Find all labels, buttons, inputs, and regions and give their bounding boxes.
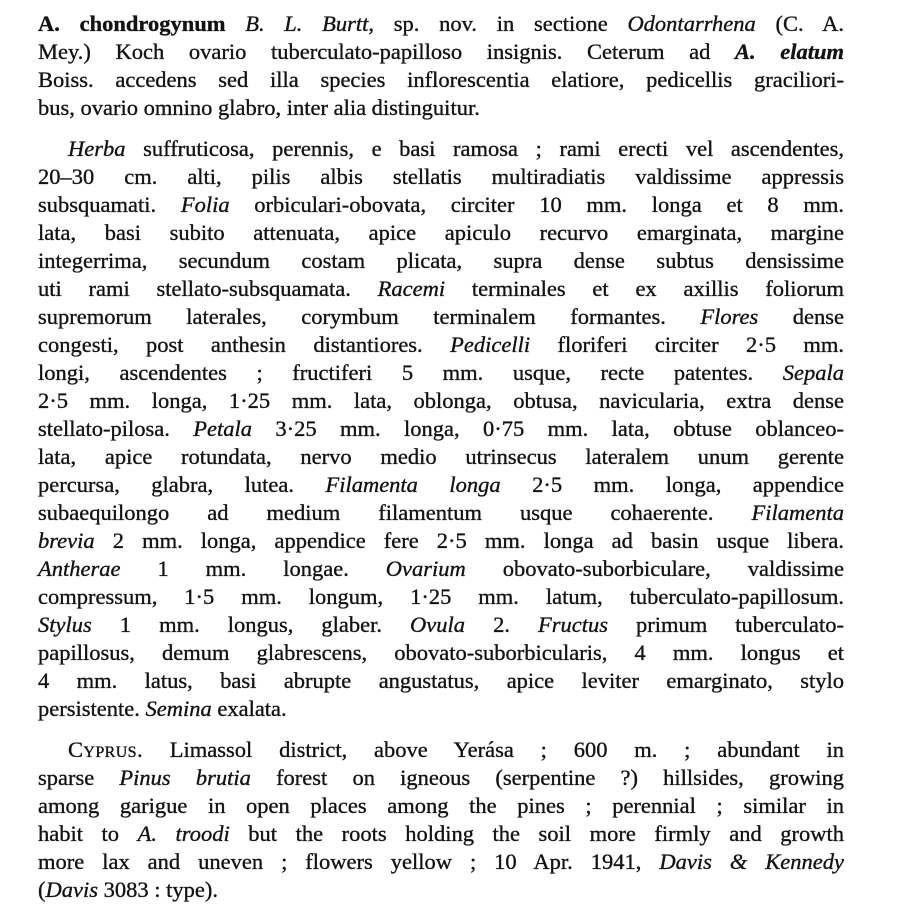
text-segment: terminales et ex axillis foliorum bbox=[445, 276, 844, 301]
text-segment: bus, ovario omnino glabro, inter alia distinguitur. bbox=[38, 95, 480, 120]
latin-term: Ovarium bbox=[385, 556, 466, 581]
document-text bbox=[38, 10, 844, 904]
text-segment: 2·5 mm. longa, 1·25 mm. lata, oblonga, obtusa, navicularia, extra dense bbox=[38, 388, 844, 413]
latin-term: Semina bbox=[145, 696, 212, 721]
latin-term: Odontarrhena bbox=[627, 11, 756, 36]
text-segment: 1 mm. longae. bbox=[120, 556, 386, 581]
text-line bbox=[38, 10, 844, 38]
text-line bbox=[38, 695, 844, 723]
paragraph-locality-note bbox=[38, 736, 844, 904]
latin-term: Stylus bbox=[38, 612, 92, 637]
text-segment: Mey.) Koch ovario tuberculato-papilloso insignis. Ceterum ad bbox=[38, 39, 735, 64]
text-segment: longi, ascendentes ; fructiferi 5 mm. usque, recte patentes. bbox=[38, 360, 783, 385]
text-segment: Limassol district, above Yerása ; 600 m. ; abundant in bbox=[143, 737, 844, 762]
text-segment: 3·25 mm. longa, 0·75 mm. lata, obtuse oblanceo- bbox=[251, 416, 844, 441]
text-line bbox=[38, 163, 844, 191]
text-segment: 4 mm. latus, basi abrupte angustatus, apice leviter emarginato, stylo bbox=[38, 668, 844, 693]
latin-term: Petala bbox=[193, 416, 252, 441]
latin-term: Antherae bbox=[38, 556, 121, 581]
text-segment: 2 mm. longa, appendice fere 2·5 mm. longa ad basin usque libera. bbox=[94, 528, 844, 553]
paragraph-species-diagnosis bbox=[38, 10, 844, 122]
latin-term: A. troodi bbox=[137, 821, 230, 846]
text-segment: 2·5 mm. longa, appendice bbox=[500, 472, 845, 497]
text-line bbox=[38, 66, 844, 94]
smallcaps-locality: Cyprus. bbox=[68, 737, 144, 762]
text-line bbox=[38, 764, 844, 792]
text-segment: congesti, post anthesin distantiores. bbox=[38, 332, 451, 357]
latin-term: Davis & Kennedy bbox=[659, 849, 844, 874]
latin-term: Filamenta bbox=[751, 500, 844, 525]
latin-term: Folia bbox=[180, 192, 230, 217]
text-segment: exalata. bbox=[211, 696, 287, 721]
text-line bbox=[38, 135, 844, 163]
text-line bbox=[38, 191, 844, 219]
text-line bbox=[38, 275, 844, 303]
text-line bbox=[38, 667, 844, 695]
text-line bbox=[38, 94, 844, 122]
text-line bbox=[38, 736, 844, 764]
text-line bbox=[38, 387, 844, 415]
latin-term: Racemi bbox=[377, 276, 446, 301]
text-line bbox=[38, 611, 844, 639]
latin-term: B. L. Burtt bbox=[245, 11, 369, 36]
latin-term: Ovula bbox=[410, 612, 466, 637]
species-name: A. chondrogynum bbox=[38, 11, 246, 36]
text-segment: obovato-suborbiculare, valdissime bbox=[465, 556, 844, 581]
text-line bbox=[38, 38, 844, 66]
text-line bbox=[38, 527, 844, 555]
text-segment: ( bbox=[38, 877, 46, 902]
latin-term: A. elatum bbox=[734, 39, 844, 64]
text-line bbox=[38, 443, 844, 471]
latin-term: Sepala bbox=[782, 360, 844, 385]
latin-term: Herba bbox=[68, 136, 126, 161]
text-segment: integerrima, secundum costam plicata, supra dense subtus densissime bbox=[38, 248, 844, 273]
latin-term: Filamenta longa bbox=[325, 472, 501, 497]
text-segment: primum tuberculato- bbox=[607, 612, 844, 637]
text-segment: subsquamati. bbox=[38, 192, 181, 217]
text-segment: among garigue in open places among the pines ; perennial ; similar in bbox=[38, 793, 844, 818]
text-segment: Boiss. accedens sed illa species inflorescentia elatiore, pedicellis graciliori- bbox=[38, 67, 844, 92]
latin-term: brevia bbox=[38, 528, 95, 553]
text-line bbox=[38, 331, 844, 359]
latin-term: Pedicelli bbox=[450, 332, 531, 357]
text-segment: persistente. bbox=[38, 696, 146, 721]
text-segment: but the roots holding the soil more firmly and growth bbox=[229, 821, 844, 846]
text-line bbox=[38, 247, 844, 275]
text-segment: , sp. nov. in sectione bbox=[368, 11, 628, 36]
text-segment: sparse bbox=[38, 765, 120, 790]
text-line bbox=[38, 555, 844, 583]
text-line bbox=[38, 639, 844, 667]
text-segment: subaequilongo ad medium filamentum usque cohaerente. bbox=[38, 500, 752, 525]
text-line bbox=[38, 848, 844, 876]
text-segment: (C. A. bbox=[755, 11, 844, 36]
text-line bbox=[38, 583, 844, 611]
text-segment: dense bbox=[758, 304, 844, 329]
text-segment: uti rami stellato-subsquamata. bbox=[38, 276, 378, 301]
text-line bbox=[38, 499, 844, 527]
text-segment: 2. bbox=[465, 612, 538, 637]
text-line bbox=[38, 792, 844, 820]
text-line bbox=[38, 820, 844, 848]
text-line bbox=[38, 359, 844, 387]
text-line bbox=[38, 219, 844, 247]
text-segment: supremorum laterales, corymbum terminalem formantes. bbox=[38, 304, 701, 329]
text-line bbox=[38, 303, 844, 331]
text-segment: more lax and uneven ; flowers yellow ; 10 Apr. 1941, bbox=[38, 849, 660, 874]
text-segment: 20–30 cm. alti, pilis albis stellatis multiradiatis valdissime appressis bbox=[38, 164, 844, 189]
text-segment: suffruticosa, perennis, e basi ramosa ; rami erecti vel ascendentes, bbox=[125, 136, 844, 161]
text-segment: forest on igneous (serpentine ?) hillsides, growing bbox=[250, 765, 844, 790]
text-segment: 1 mm. longus, glaber. bbox=[91, 612, 411, 637]
text-line bbox=[38, 415, 844, 443]
text-segment: papillosus, demum glabrescens, obovato-suborbicularis, 4 mm. longus et bbox=[38, 640, 844, 665]
text-segment: lata, apice rotundata, nervo medio utrinsecus lateralem unum gerente bbox=[38, 444, 844, 469]
paragraph-latin-description bbox=[38, 135, 844, 723]
latin-term: Flores bbox=[700, 304, 759, 329]
text-segment: stellato-pilosa. bbox=[38, 416, 194, 441]
latin-term: Davis bbox=[45, 877, 98, 902]
text-segment: lata, basi subito attenuata, apice apiculo recurvo emarginata, margine bbox=[38, 220, 844, 245]
text-segment: orbiculari-obovata, circiter 10 mm. longa et 8 mm. bbox=[229, 192, 844, 217]
latin-term: Fructus bbox=[537, 612, 608, 637]
text-segment: percursa, glabra, lutea. bbox=[38, 472, 326, 497]
text-line bbox=[38, 471, 844, 499]
latin-term: Pinus brutia bbox=[119, 765, 251, 790]
text-segment: compressum, 1·5 mm. longum, 1·25 mm. latum, tuberculato-papillosum. bbox=[38, 584, 844, 609]
text-segment: 3083 : type). bbox=[98, 877, 218, 902]
text-segment: floriferi circiter 2·5 mm. bbox=[530, 332, 844, 357]
text-segment: habit to bbox=[38, 821, 138, 846]
